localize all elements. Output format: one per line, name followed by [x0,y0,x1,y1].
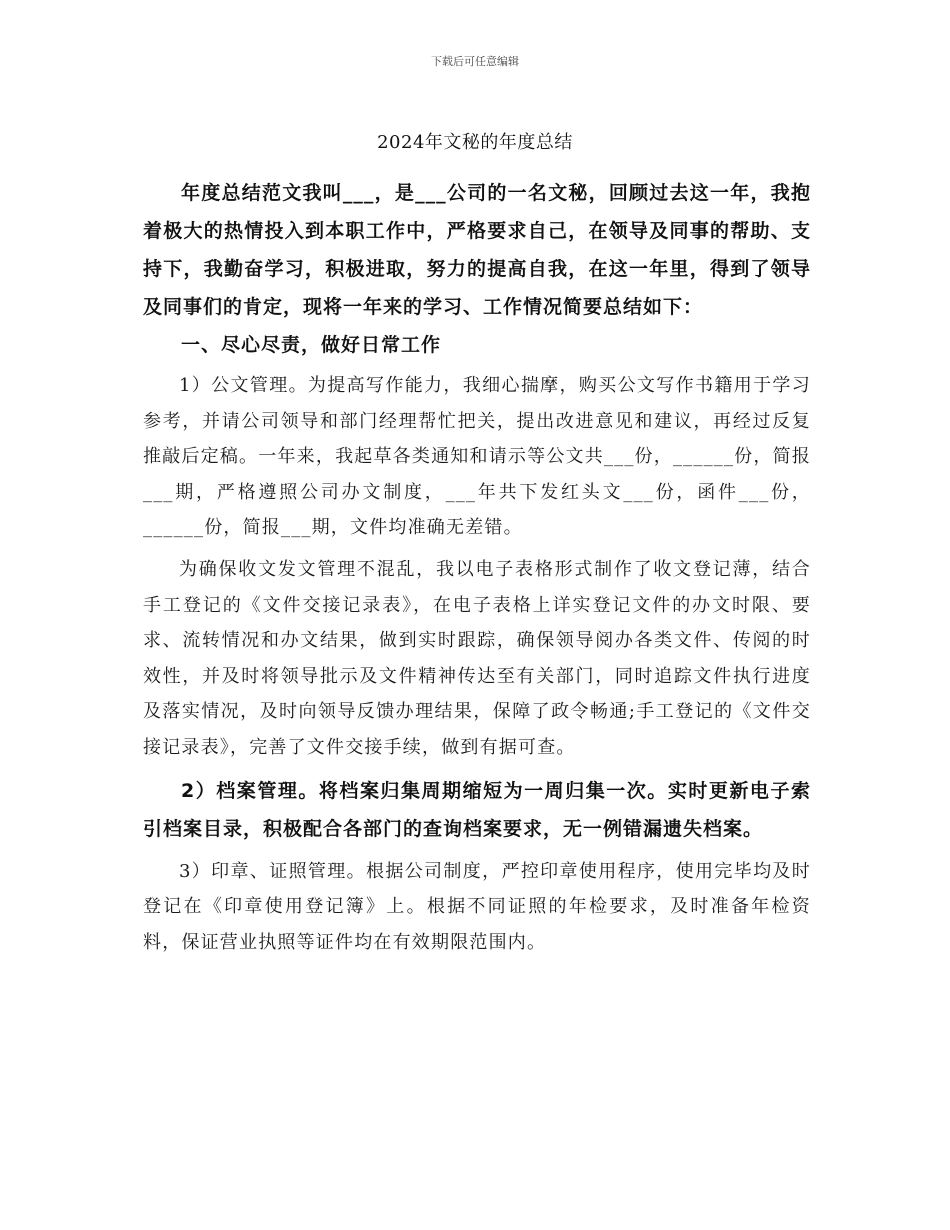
document-management-paragraph: 1）公文管理。为提高写作能力，我细心揣摩，购买公文写作书籍用于学习参考，并请公司领导和部门经理帮忙把关，提出改进意见和建议，再经过反复推敲后定稿。一年来，我起草各类通知和请示等公文共___份，______份，简报___期，严格遵照公司办文制度，___年共下发红头文___份，函件___份，______份，简报___期，文件均准确无差错。 [143,375,811,539]
section-heading-daily-work: 一、尽心尽责，做好日常工作 [181,334,442,356]
header-note: 下载后可任意编辑 [431,55,519,68]
archive-management-paragraph: 2）档案管理。将档案归集周期缩短为一周归集一次。实时更新电子索引档案目录，积极配合各部门的查询档案要求，无一例错漏遗失档案。 [143,779,811,840]
intro-paragraph: 年度总结范文我叫___，是___公司的一名文秘，回顾过去这一年，我抱着极大的热情投入到本职工作中，严格要求自己，在领导及同事的帮助、支持下，我勤奋学习，积极进取，努力的提高自我，在这一年里，得到了领导及同事们的肯定，现将一年来的学习、工作情况简要总结如下： [143,182,811,318]
document-title: 2024年文秘的年度总结 [377,132,573,153]
seal-license-paragraph: 3）印章、证照管理。根据公司制度，严控印章使用程序，使用完毕均及时登记在《印章使用登记簿》上。根据不同证照的年检要求，及时准备年检资料，保证营业执照等证件均在有效期限范围内。 [143,860,811,953]
incoming-outgoing-paragraph: 为确保收文发文管理不混乱，我以电子表格形式制作了收文登记薄，结合手工登记的《文件交接记录表》，在电子表格上详实登记文件的办文时限、要求、流转情况和办文结果，做到实时跟踪，确保领导阅办各类文件、传阅的时效性，并及时将领导批示及文件精神传达至有关部门，同时追踪文件执行进度及落实情况，及时向领导反馈办理结果，保障了政令畅通;手工登记的《文件交接记录表》，完善了文件交接手续，做到有据可查。 [143,558,811,758]
document-body [143,174,811,960]
